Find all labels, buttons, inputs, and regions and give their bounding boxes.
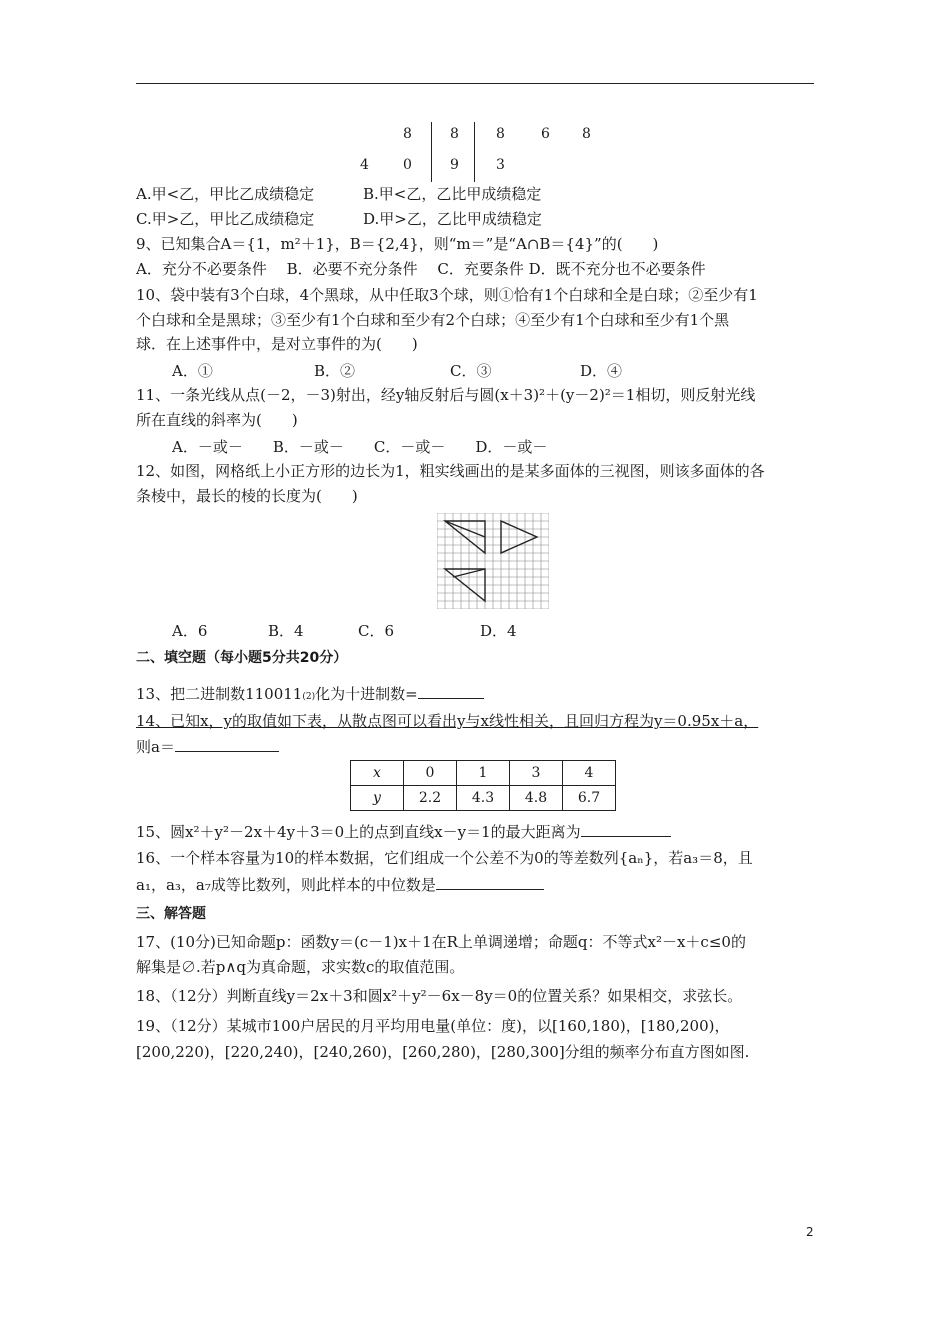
section-3-heading: 三、解答题 [136, 906, 206, 922]
table-cell: 2.2 [404, 786, 457, 811]
q9-stem: 9、已知集合A＝{1，m²＋1}，B＝{2,4}，则“m＝”是“A∩B＝{4}”的( ) [136, 235, 659, 253]
q14-line2-wrap [136, 735, 279, 757]
q10-line1: 10、袋中装有3个白球，4个黑球，从中任取3个球，则①恰有1个白球和全是白球；②至少有1 [136, 286, 758, 304]
section-2-heading: 二、填空题（每小题5分共20分） [136, 650, 348, 666]
stem: 8 [450, 126, 459, 142]
q15-wrap [136, 820, 671, 842]
q8-option-b: B.甲<乙，乙比甲成绩稳定 [363, 185, 542, 203]
q12-option-b: B．4 [268, 622, 304, 640]
q10-option-a: A．① [172, 362, 213, 380]
table-cell: 1 [457, 761, 510, 786]
q12-line1: 12、如图，网格纸上小正方形的边长为1，粗实线画出的是某多面体的三视图，则该多面体的各 [136, 462, 765, 480]
table-cell: 4 [563, 761, 616, 786]
table-row [351, 786, 616, 811]
leaf-left: 0 [403, 157, 412, 173]
q8-option-a: A.甲<乙，甲比乙成绩稳定 [136, 185, 315, 203]
q10-option-b: B．② [314, 362, 356, 380]
table-row [351, 761, 616, 786]
q16-line2: a₁，a₃，a₇成等比数列，则此样本的中位数是 [136, 876, 436, 894]
q19-line1: 19、（12分）某城市100户居民的月平均用电量(单位：度)，以[160,180)，[180,200)， [136, 1017, 730, 1035]
q11-line2: 所在直线的斜率为( ) [136, 411, 298, 429]
q15-text: 15、圆x²＋y²－2x＋4y＋3＝0上的点到直线x－y＝1的最大距离为 [136, 823, 581, 841]
table-cell: 4.3 [457, 786, 510, 811]
q10-option-c: C．③ [450, 362, 492, 380]
q11-options: A．－或－ B．－或－ C．－或－ D．－或－ [172, 438, 548, 456]
q9-options: A．充分不必要条件 B．必要不充分条件 C．充要条件 D．既不充分也不必要条件 [136, 260, 706, 278]
q17-line2: 解集是∅.若p∧q为真命题，求实数c的取值范围。 [136, 958, 465, 976]
page-number: 2 [806, 1225, 814, 1239]
leaf-left: 8 [403, 126, 412, 142]
q10-option-d: D．④ [580, 362, 623, 380]
three-view-figure [437, 513, 549, 609]
q14-answer-blank [175, 735, 279, 752]
q8-option-d: D.甲>乙，乙比甲成绩稳定 [363, 210, 542, 228]
q17-line1: 17、(10分)已知命题p：函数y＝(c－1)x＋1在R上单调递增；命题q：不等式x²－x＋c≤0的 [136, 933, 746, 951]
q12-line2: 条棱中，最长的棱的长度为( ) [136, 487, 358, 505]
q13 [136, 682, 484, 707]
table-cell: 4.8 [510, 786, 563, 811]
q16-answer-blank [436, 873, 544, 890]
q18: 18、（12分）判断直线y＝2x＋3和圆x²＋y²－6x－8y＝0的位置关系？如果相交，求弦长。 [136, 987, 743, 1005]
q12-option-d: D．4 [480, 622, 517, 640]
stem: 9 [450, 157, 459, 173]
q14-line1: 14、已知x，y的取值如下表，从散点图可以看出y与x线性相关，且回归方程为y＝0.95x＋a， [136, 712, 759, 730]
q14-line2: 则a＝ [136, 738, 175, 756]
q16-line1: 16、一个样本容量为10的样本数据，它们组成一个公差不为0的等差数列{aₙ}，若a₃＝8，且 [136, 849, 753, 867]
q12-option-c: C．6 [358, 622, 395, 640]
q8-option-c: C.甲>乙，甲比乙成绩稳定 [136, 210, 315, 228]
stem-divider-left [431, 122, 432, 182]
q13-text: 13、把二进制数110011 [136, 685, 303, 703]
leaf-left: 4 [360, 157, 369, 173]
q11-line1: 11、一条光线从点(－2，－3)射出，经y轴反射后与圆(x＋3)²＋(y－2)²＝1相切，则反射光线 [136, 386, 756, 404]
x-header: x [351, 761, 404, 786]
table-cell: 3 [510, 761, 563, 786]
q15-answer-blank [581, 820, 671, 837]
table-cell: 0 [404, 761, 457, 786]
y-header: y [351, 786, 404, 811]
leaf-right: 3 [496, 157, 505, 173]
header-rule [136, 83, 814, 84]
leaf-right: 8 [582, 126, 591, 142]
q10-line2: 个白球和全是黑球；③至少有1个白球和至少有2个白球；④至少有1个白球和至少有1个黑 [136, 311, 730, 329]
q16-line2-wrap [136, 873, 544, 895]
q13-subscript: (2) [302, 692, 316, 702]
table-cell: 6.7 [563, 786, 616, 811]
q12-option-a: A．6 [172, 622, 208, 640]
q10-line3: 球．在上述事件中，是对立事件的为( ) [136, 335, 418, 353]
q13-answer-blank [418, 682, 484, 699]
q13-rest: 化为十进制数= [315, 685, 418, 703]
q19-line2: [200,220)，[220,240)，[240,260)，[260,280)，[280,300]分组的频率分布直方图如图. [136, 1043, 750, 1061]
stem-divider-right [474, 122, 475, 182]
leaf-right: 8 [496, 126, 505, 142]
leaf-right: 6 [541, 126, 550, 142]
xy-table [350, 760, 616, 811]
